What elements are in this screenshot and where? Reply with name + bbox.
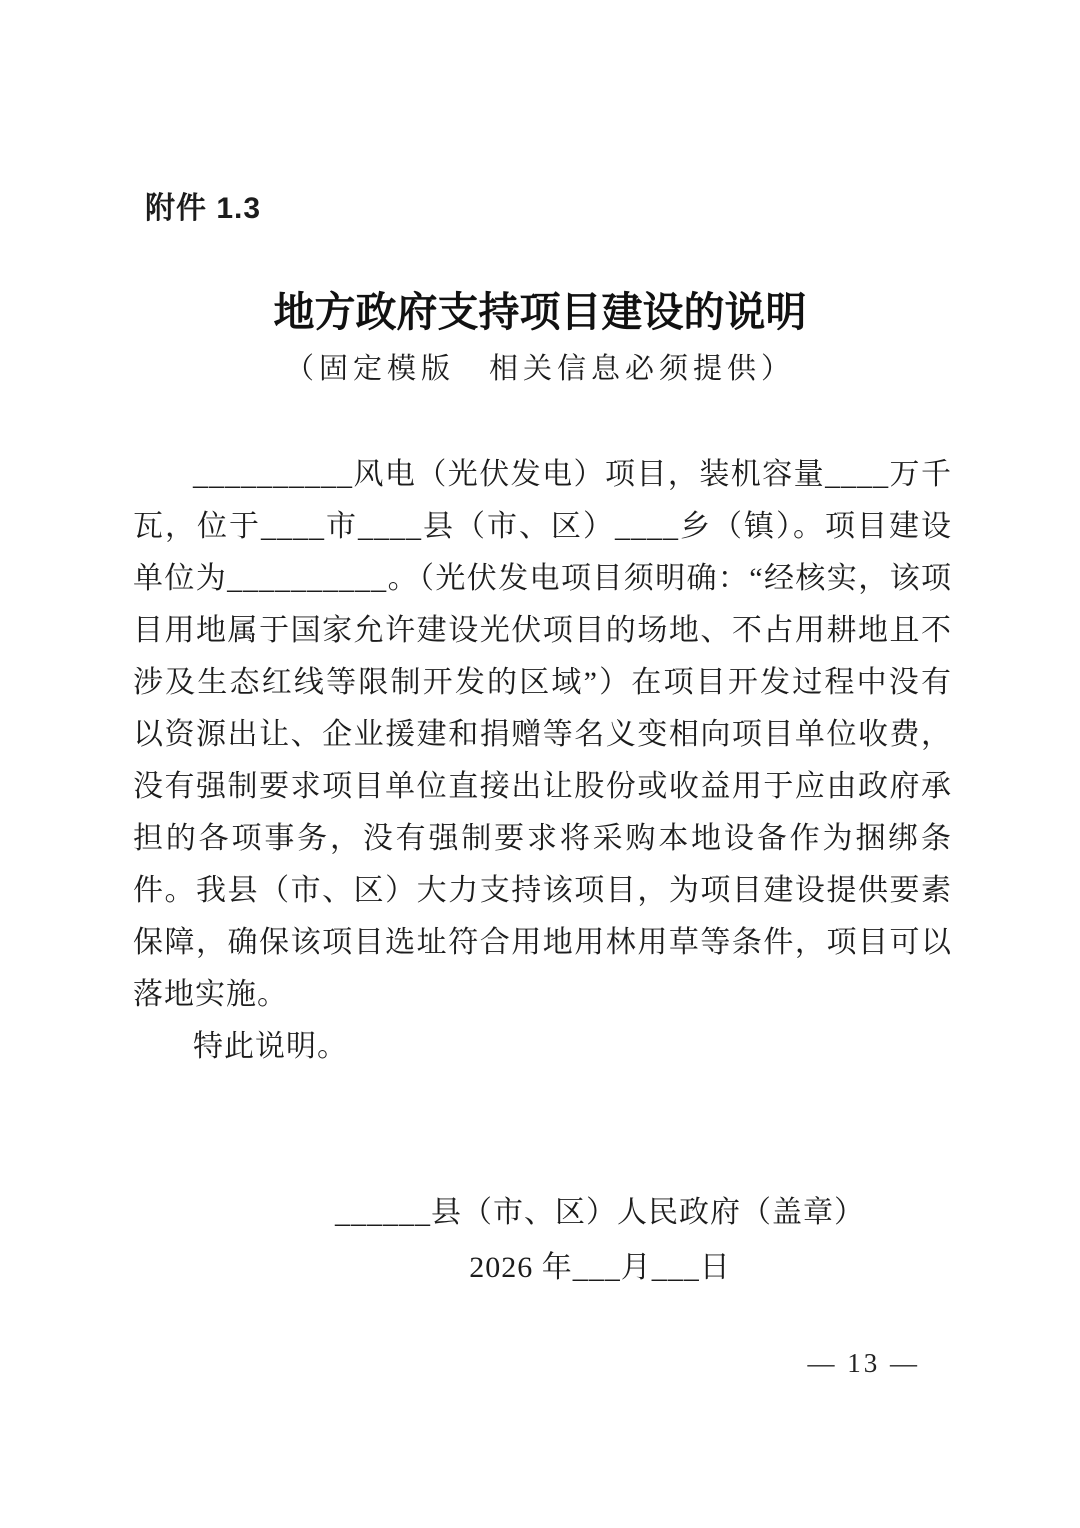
document-subtitle: （固定模版 相关信息必须提供） <box>284 353 795 385</box>
document-body <box>133 449 952 1073</box>
date-line: 2026 年___月___日 <box>469 1251 731 1284</box>
signature-block <box>120 1185 1080 1295</box>
page-number: — 13 — <box>807 1348 920 1378</box>
document-title: 地方政府支持项目建设的说明 <box>273 289 807 335</box>
body-paragraph-main: __________风电（光伏发电）项目，装机容量____万千瓦，位于____市____县（市、区）____乡（镇）。项目建设单位为__________。（光伏发电项目须明确：“经核实，该项目用地属于国家允许建设光伏项目的场地、不占用耕地且不涉及生态红线等限制开发的区域”）在项目开发过程中没有以资源出让、企业援建和捐赠等名义变相向项目单位收费，没有强制要求项目单位直接出让股份或收益用于应由政府承担的各项事务，没有强制要求将采购本地设备作为捆绑条件。我县（市、区）大力支持该项目，为项目建设提供要素保障，确保该项目选址符合用地用林用草等条件，项目可以落地实施。 <box>133 458 952 1011</box>
attachment-label: 附件 1.3 <box>145 192 262 225</box>
closing-statement: 特此说明。 <box>193 1030 348 1063</box>
signature-line: ______县（市、区）人民政府（盖章） <box>335 1196 865 1229</box>
